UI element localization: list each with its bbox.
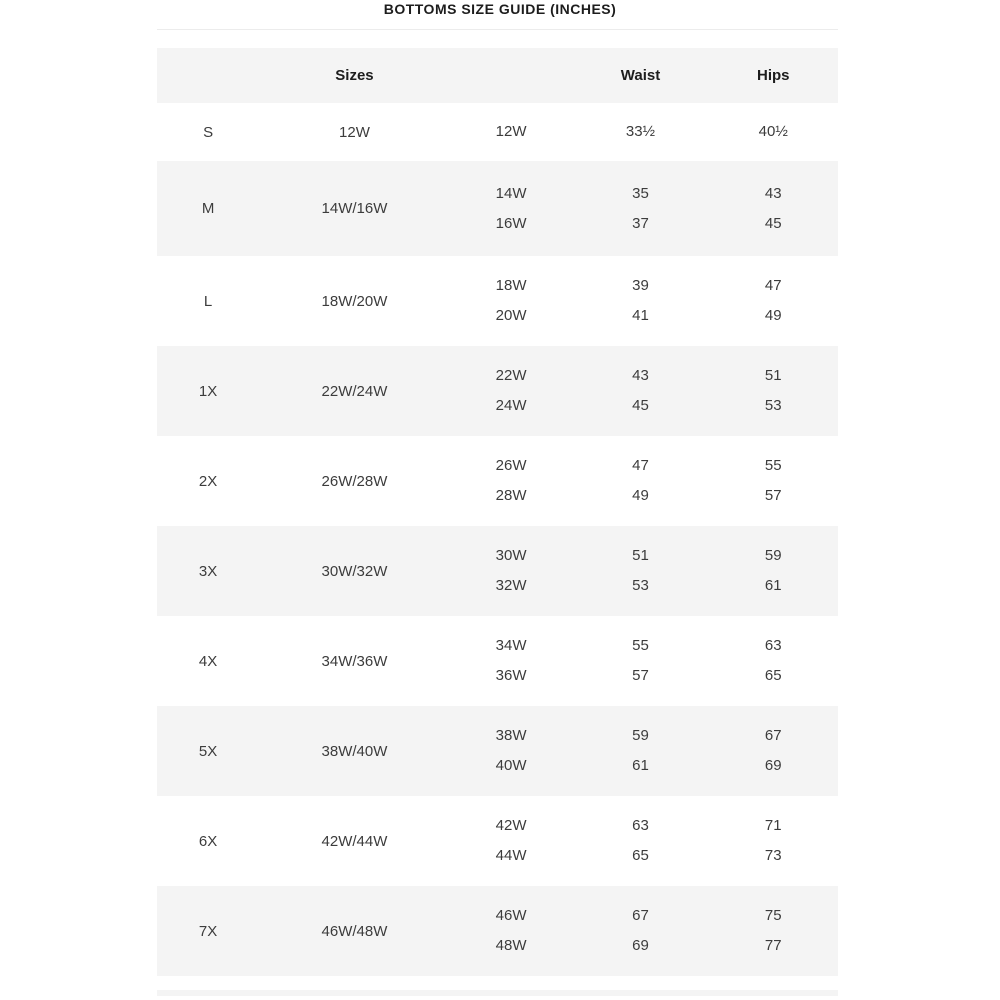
page-title: BOTTOMS SIZE GUIDE (INCHES) [383,1,617,17]
size-range: 26W/28W [321,472,388,490]
w-sizes-column [450,346,573,436]
size-range: 46W/48W [321,922,388,940]
w-sizes-column [450,886,573,976]
w-size-value: 40W [495,757,527,774]
table-row [157,161,838,256]
waist-value: 69 [632,937,649,954]
w-sizes-column [450,526,573,616]
hips-value: 71 [764,817,782,834]
table-body [157,103,838,976]
table-header-row [157,48,838,103]
w-size-value: 34W [495,637,527,654]
w-size-value: 28W [495,487,527,504]
waist-values-column [572,346,708,436]
title-divider [157,29,838,30]
hips-values-column [709,616,838,706]
w-sizes-column [450,256,573,346]
table-row [157,706,838,796]
hips-value: 53 [764,397,782,414]
waist-value: 39 [632,277,649,294]
size-label: 1X [198,382,218,400]
w-size-value: 20W [495,307,527,324]
w-size-value: 32W [495,577,527,594]
hips-values-column [709,256,838,346]
waist-values-column [572,436,708,526]
table-row [157,526,838,616]
hips-value: 43 [764,184,782,202]
header-waist: Waist [620,67,661,84]
table-row [157,616,838,706]
table-row [157,796,838,886]
w-size-value: 14W [495,184,527,202]
hips-value: 45 [764,214,782,232]
waist-values-column [572,526,708,616]
w-sizes-column [450,706,573,796]
waist-value: 65 [632,847,649,864]
hips-value: 65 [764,667,782,684]
waist-values-column [572,706,708,796]
waist-value: 61 [632,757,649,774]
table-row [157,256,838,346]
waist-value: 51 [632,547,649,564]
waist-value: 37 [632,214,649,232]
waist-value: 53 [632,577,649,594]
size-label: L [203,292,213,310]
w-size-value: 26W [495,457,527,474]
waist-value: 47 [632,457,649,474]
w-size-value: 46W [495,907,527,924]
waist-value: 63 [632,817,649,834]
waist-value: 33½ [625,123,656,140]
hips-values-column [709,161,838,256]
waist-value: 59 [632,727,649,744]
hips-value: 40½ [758,123,788,140]
hips-values-column [709,796,838,886]
size-range: 14W/16W [321,200,388,217]
waist-value: 41 [632,307,649,324]
size-range: 38W/40W [321,742,388,760]
waist-values-column [572,161,708,256]
table-row [157,436,838,526]
waist-values-column [572,256,708,346]
hips-value: 75 [764,907,782,924]
w-size-value: 48W [495,937,527,954]
size-range: 12W [339,123,370,141]
hips-value: 59 [764,547,782,564]
hips-values-column [709,706,838,796]
w-sizes-column [450,796,573,886]
hips-value: 77 [764,937,782,954]
size-guide-table [157,29,838,996]
size-range: 18W/20W [321,292,388,310]
w-sizes-column [450,161,573,256]
table-row [157,886,838,976]
w-size-value: 36W [495,667,527,684]
size-range: 34W/36W [321,652,388,670]
w-sizes-column [450,103,573,161]
hips-value: 57 [764,487,782,504]
w-size-value: 18W [495,277,527,294]
hips-value: 61 [764,577,782,594]
hips-values-column [709,103,838,161]
waist-value: 35 [632,184,649,202]
size-label: 5X [198,742,218,760]
waist-values-column [572,616,708,706]
header-spacer-size [157,48,259,103]
waist-value: 43 [632,367,649,384]
waist-value: 45 [632,397,649,414]
size-label: 3X [198,562,218,580]
hips-value: 63 [764,637,782,654]
waist-values-column [572,103,708,161]
hips-values-column [709,526,838,616]
table-row [157,103,838,161]
size-label: 6X [198,832,218,850]
size-label: M [201,200,215,217]
size-range: 42W/44W [321,832,388,850]
w-size-value: 42W [495,817,527,834]
hips-value: 67 [764,727,782,744]
waist-value: 67 [632,907,649,924]
w-size-value: 22W [495,367,527,384]
w-size-value: 30W [495,547,527,564]
hips-value: 73 [764,847,782,864]
header-spacer-wsize [450,48,573,103]
size-label: 2X [198,472,218,490]
hips-value: 47 [764,277,782,294]
size-label: 7X [198,922,218,940]
hips-values-column [709,436,838,526]
hips-value: 69 [764,757,782,774]
hips-value: 55 [764,457,782,474]
waist-values-column [572,796,708,886]
size-range: 30W/32W [321,562,388,580]
w-size-value: 12W [495,123,527,140]
w-sizes-column [450,436,573,526]
hips-values-column [709,886,838,976]
hips-value: 49 [764,307,782,324]
next-row-partial [157,990,838,996]
w-size-value: 24W [495,397,527,414]
w-size-value: 38W [495,727,527,744]
waist-value: 57 [632,667,649,684]
size-range: 22W/24W [321,382,388,400]
header-sizes: Sizes [335,67,374,84]
w-sizes-column [450,616,573,706]
waist-value: 49 [632,487,649,504]
hips-value: 51 [764,367,782,384]
waist-values-column [572,886,708,976]
w-size-value: 16W [495,214,527,232]
header-hips: Hips [757,67,790,84]
size-label: 4X [198,652,218,670]
w-size-value: 44W [495,847,527,864]
size-label: S [203,123,214,141]
table-row [157,346,838,436]
hips-values-column [709,346,838,436]
waist-value: 55 [632,637,649,654]
